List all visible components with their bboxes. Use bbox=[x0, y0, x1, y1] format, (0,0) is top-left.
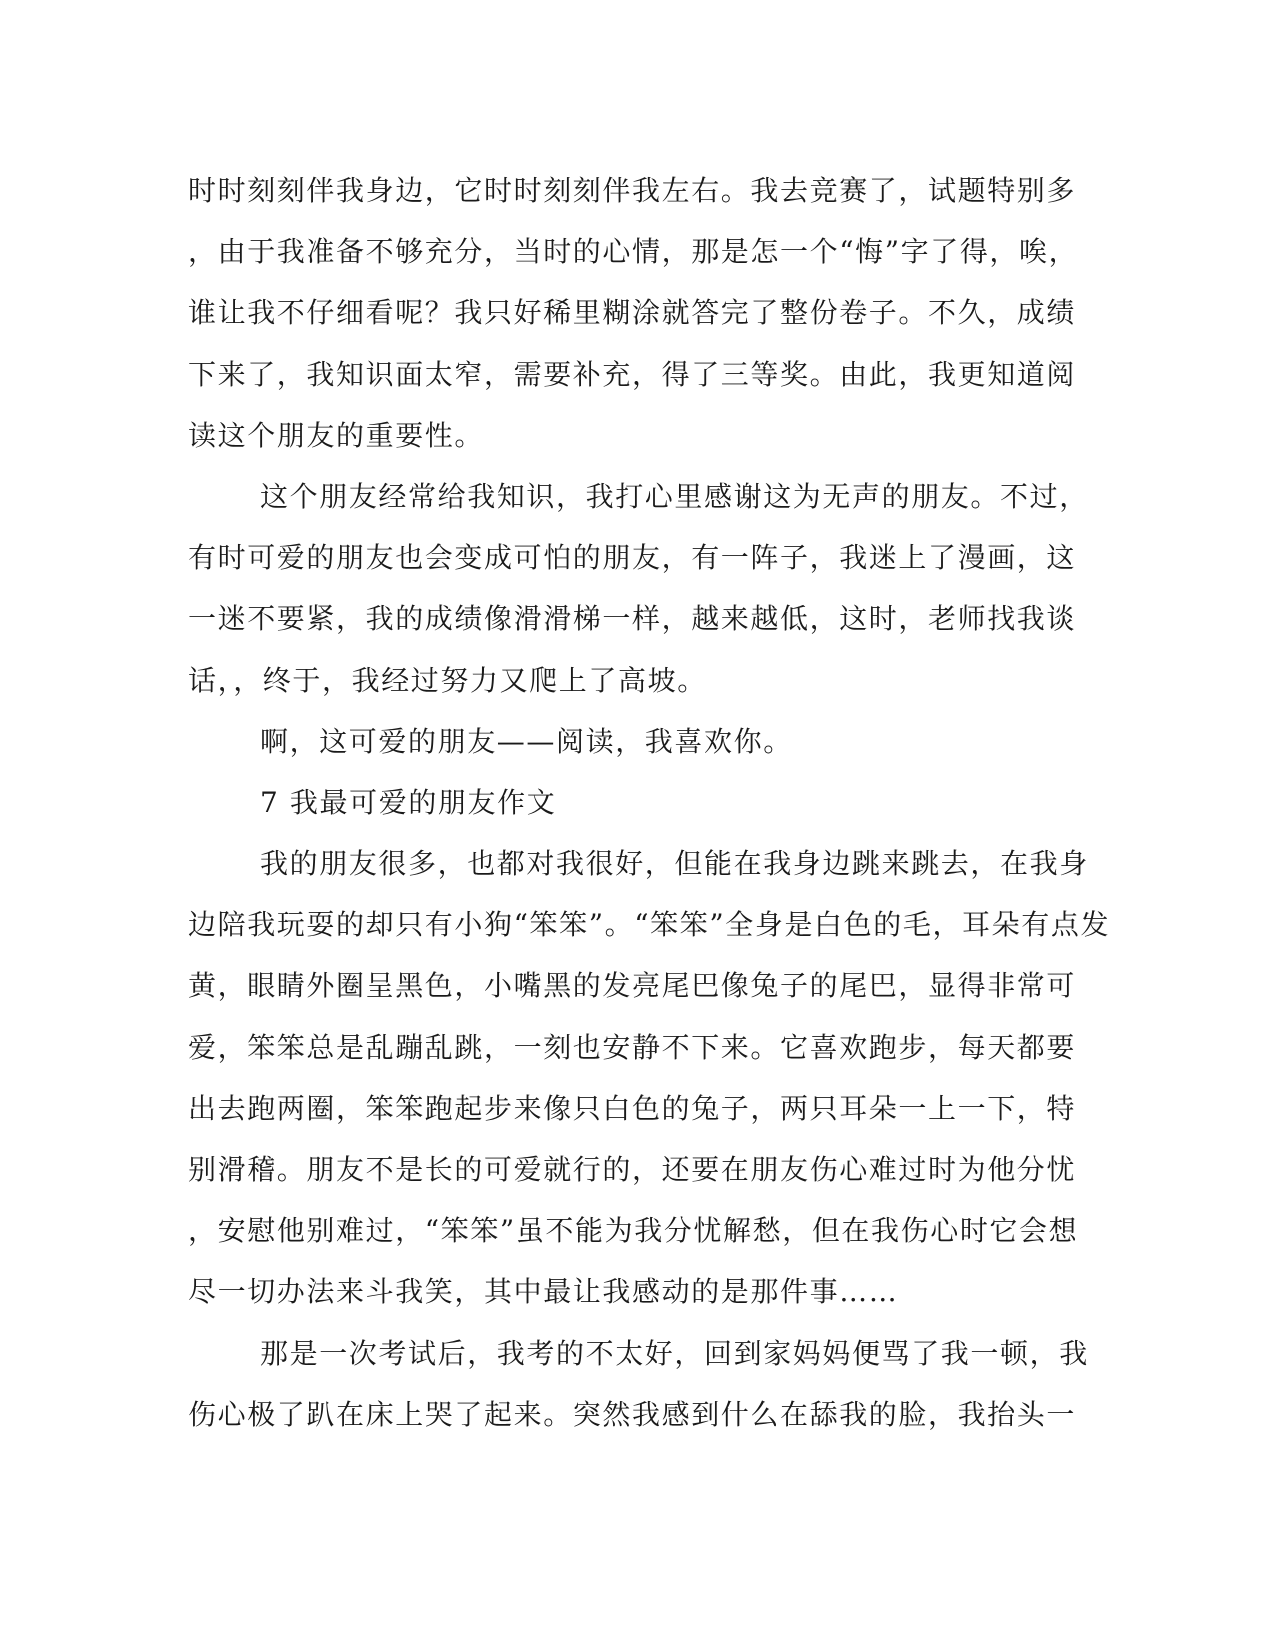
text-line: ，安慰他别难过，“笨笨”虽不能为我分忧解愁，但在我伤心时它会想 bbox=[188, 1214, 1079, 1248]
paragraph-first-line: 那是一次考试后，我考的不太好，回到家妈妈便骂了我一顿，我 bbox=[260, 1336, 1089, 1370]
text-line: 别滑稽。朋友不是长的可爱就行的，还要在朋友伤心难过时为他分忧 bbox=[188, 1153, 1077, 1186]
text-line: 伤心极了趴在床上哭了起来。突然我感到什么在舔我的脸，我抬头一 bbox=[188, 1397, 1077, 1431]
text-line: 黄，眼睛外圈呈黑色，小嘴黑的发亮尾巴像兔子的尾巴，显得非常可 bbox=[188, 969, 1077, 1003]
text-line: ，由于我准备不够充分，当时的心情，那是怎一个“悔”字了得，唉， bbox=[188, 235, 1079, 269]
text-line: 下来了，我知识面太窄，需要补充，得了三等奖。由此，我更知道阅 bbox=[188, 357, 1077, 391]
text-line: 话，，终于，我经过努力又爬上了高坡。 bbox=[188, 663, 707, 697]
text-line: 谁让我不仔细看呢？我只好稀里糊涂就答完了整份卷子。不久，成绩 bbox=[188, 296, 1077, 330]
text-line: 有时可爱的朋友也会变成可怕的朋友，有一阵子，我迷上了漫画，这 bbox=[188, 541, 1077, 575]
text-line: 读这个朋友的重要性。 bbox=[188, 418, 485, 452]
paragraph-first-line: 啊，这可爱的朋友——阅读，我喜欢你。 bbox=[260, 724, 793, 758]
text-line: 尽一切办法来斗我笑，其中最让我感动的是那件事…… bbox=[188, 1275, 899, 1309]
text-line: 边陪我玩耍的却只有小狗“笨笨”。“笨笨”全身是白色的毛，耳朵有点发 bbox=[188, 908, 1111, 942]
essay-heading: 7 我最可爱的朋友作文 bbox=[260, 785, 557, 819]
text-line: 出去跑两圈，笨笨跑起步来像只白色的兔子，两只耳朵一上一下，特 bbox=[188, 1091, 1077, 1125]
text-line: 时时刻刻伴我身边，它时时刻刻伴我左右。我去竞赛了，试题特别多 bbox=[188, 174, 1077, 207]
essay-text bbox=[188, 160, 1111, 1445]
paragraph-first-line: 我的朋友很多，也都对我很好，但能在我身边跳来跳去，在我身 bbox=[260, 847, 1089, 881]
paragraph-first-line: 这个朋友经常给我知识，我打心里感谢这为无声的朋友。不过， bbox=[260, 479, 1089, 513]
text-line: 一迷不要紧，我的成绩像滑滑梯一样，越来越低，这时，老师找我谈 bbox=[188, 602, 1077, 636]
text-line: 爱，笨笨总是乱蹦乱跳，一刻也安静不下来。它喜欢跑步，每天都要 bbox=[188, 1030, 1077, 1064]
